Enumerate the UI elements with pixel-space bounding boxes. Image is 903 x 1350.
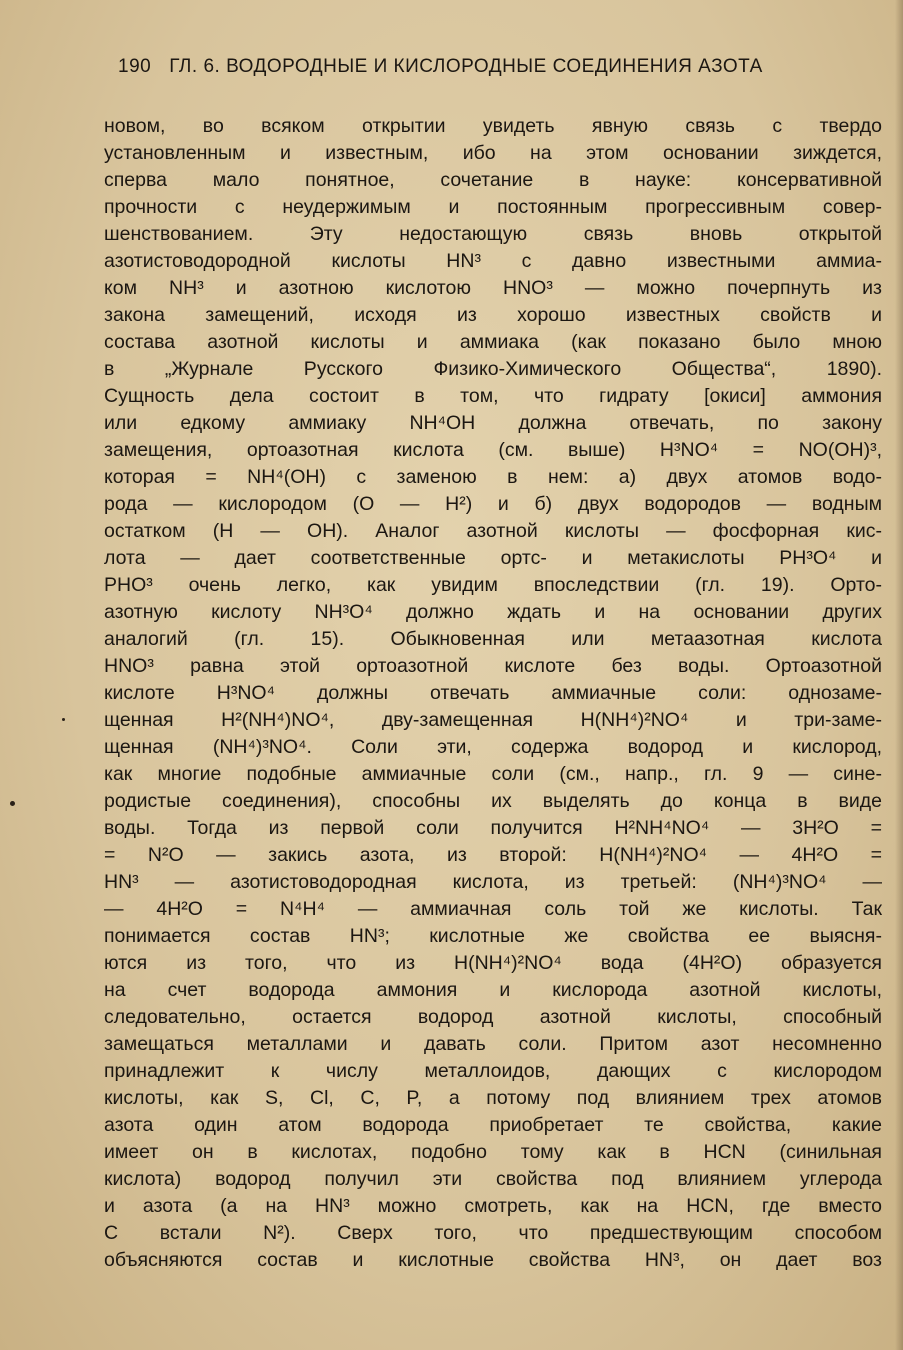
text-line: и азота (а на HN³ можно смотреть, как на HCN, где вместо	[104, 1195, 882, 1217]
text-line: лота — дает соответственные ортс- и метакислоты PH³O⁴ и	[104, 547, 882, 569]
text-line: замещаться металлами и давать соли. Притом азот несомненно	[104, 1033, 882, 1055]
text-line: имеет он в кислотах, подобно тому как в HCN (синильная	[104, 1141, 882, 1163]
margin-dot-mark	[62, 718, 65, 721]
text-line: новом, во всяком открытии увидеть явную связь с твердо	[104, 115, 882, 137]
text-line: или едкому аммиаку NH⁴OH должна отвечать, по закону	[104, 412, 882, 434]
text-line: азота один атом водорода приобретает те свойства, какие	[104, 1114, 882, 1136]
page-edge-shadow	[895, 0, 903, 1350]
text-line: C встали N²). Сверх того, что предшествующим способом	[104, 1222, 882, 1244]
text-line: щенная (NH⁴)³NO⁴. Соли эти, содержа водород и кислород,	[104, 736, 882, 758]
text-line: кислота) водород получил эти свойства под влиянием углерода	[104, 1168, 882, 1190]
text-line: состава азотной кислоты и аммиака (как показано было мною	[104, 331, 882, 353]
text-line: рода — кислородом (O — H²) и б) двух водородов — водным	[104, 493, 882, 515]
text-line: объясняются состав и кислотные свойства HN³, он дает воз	[104, 1249, 882, 1271]
text-line: ком NH³ и азотною кислотою HNO³ — можно почерпнуть из	[104, 277, 882, 299]
text-line: которая = NH⁴(OH) с заменою в нем: а) двух атомов водо-	[104, 466, 882, 488]
text-line: понимается состав HN³; кислотные же свойства ее выясня-	[104, 925, 882, 947]
text-line: замещения, ортоазотная кислота (см. выше) H³NO⁴ = NO(OH)³,	[104, 439, 882, 461]
text-line: воды. Тогда из первой соли получится H²NH⁴NO⁴ — 3H²O =	[104, 817, 882, 839]
text-line: HN³ — азотистоводородная кислота, из третьей: (NH⁴)³NO⁴ —	[104, 871, 882, 893]
text-line: на счет водорода аммония и кислорода азотной кислоты,	[104, 979, 882, 1001]
text-line: в „Журнале Русского Физико-Химического Общества“, 1890).	[104, 358, 882, 380]
text-line: шенствованием. Эту недостающую связь вновь открытой	[104, 223, 882, 245]
text-line: PHO³ очень легко, как увидим впоследствии (гл. 19). Орто-	[104, 574, 882, 596]
text-line: прочности с неудержимым и постоянным прогрессивным совер-	[104, 196, 882, 218]
text-line: как многие подобные аммиачные соли (см., напр., гл. 9 — сине-	[104, 763, 882, 785]
text-line: = N²O — закись азота, из второй: H(NH⁴)²NO⁴ — 4H²O =	[104, 844, 882, 866]
text-line: — 4H²O = N⁴H⁴ — аммиачная соль той же кислоты. Так	[104, 898, 882, 920]
text-line: Сущность дела состоит в том, что гидрату [окиси] аммония	[104, 385, 882, 407]
text-line: остатком (H — OH). Аналог азотной кислоты — фосфорная кис-	[104, 520, 882, 542]
text-line: HNO³ равна этой ортоазотной кислоте без воды. Ортоазотной	[104, 655, 882, 677]
text-line: ются из того, что из H(NH⁴)²NO⁴ вода (4H²O) образуется	[104, 952, 882, 974]
text-line: аналогий (гл. 15). Обыкновенная или метаазотная кислота	[104, 628, 882, 650]
text-line: кислоты, как S, Cl, C, P, а потому под влиянием трех атомов	[104, 1087, 882, 1109]
text-line: азотистоводородной кислоты HN³ с давно известными аммиа-	[104, 250, 882, 272]
body-text	[104, 113, 882, 1274]
page-header	[118, 56, 880, 78]
text-line: родистые соединения), способны их выделять до конца в виде	[104, 790, 882, 812]
text-line: кислоте H³NO⁴ должны отвечать аммиачные соли: однозаме-	[104, 682, 882, 704]
text-line: установленным и известным, ибо на этом основании зиждется,	[104, 142, 882, 164]
page-number: 190	[118, 56, 152, 77]
text-line: сперва мало понятное, сочетание в науке: консервативной	[104, 169, 882, 191]
text-line: щенная H²(NH⁴)NO⁴, дву-замещенная H(NH⁴)²NO⁴ и три-заме-	[104, 709, 882, 731]
text-line: азотную кислоту NH³O⁴ должно ждать и на основании других	[104, 601, 882, 623]
margin-dot-mark	[10, 801, 15, 806]
text-line: закона замещений, исходя из хорошо известных свойств и	[104, 304, 882, 326]
running-head: ГЛ. 6. ВОДОРОДНЫЕ И КИСЛОРОДНЫЕ СОЕДИНЕНИЯ АЗОТА	[169, 56, 763, 77]
text-line: следовательно, остается водород азотной кислоты, способный	[104, 1006, 882, 1028]
text-line: принадлежит к числу металлоидов, дающих с кислородом	[104, 1060, 882, 1082]
